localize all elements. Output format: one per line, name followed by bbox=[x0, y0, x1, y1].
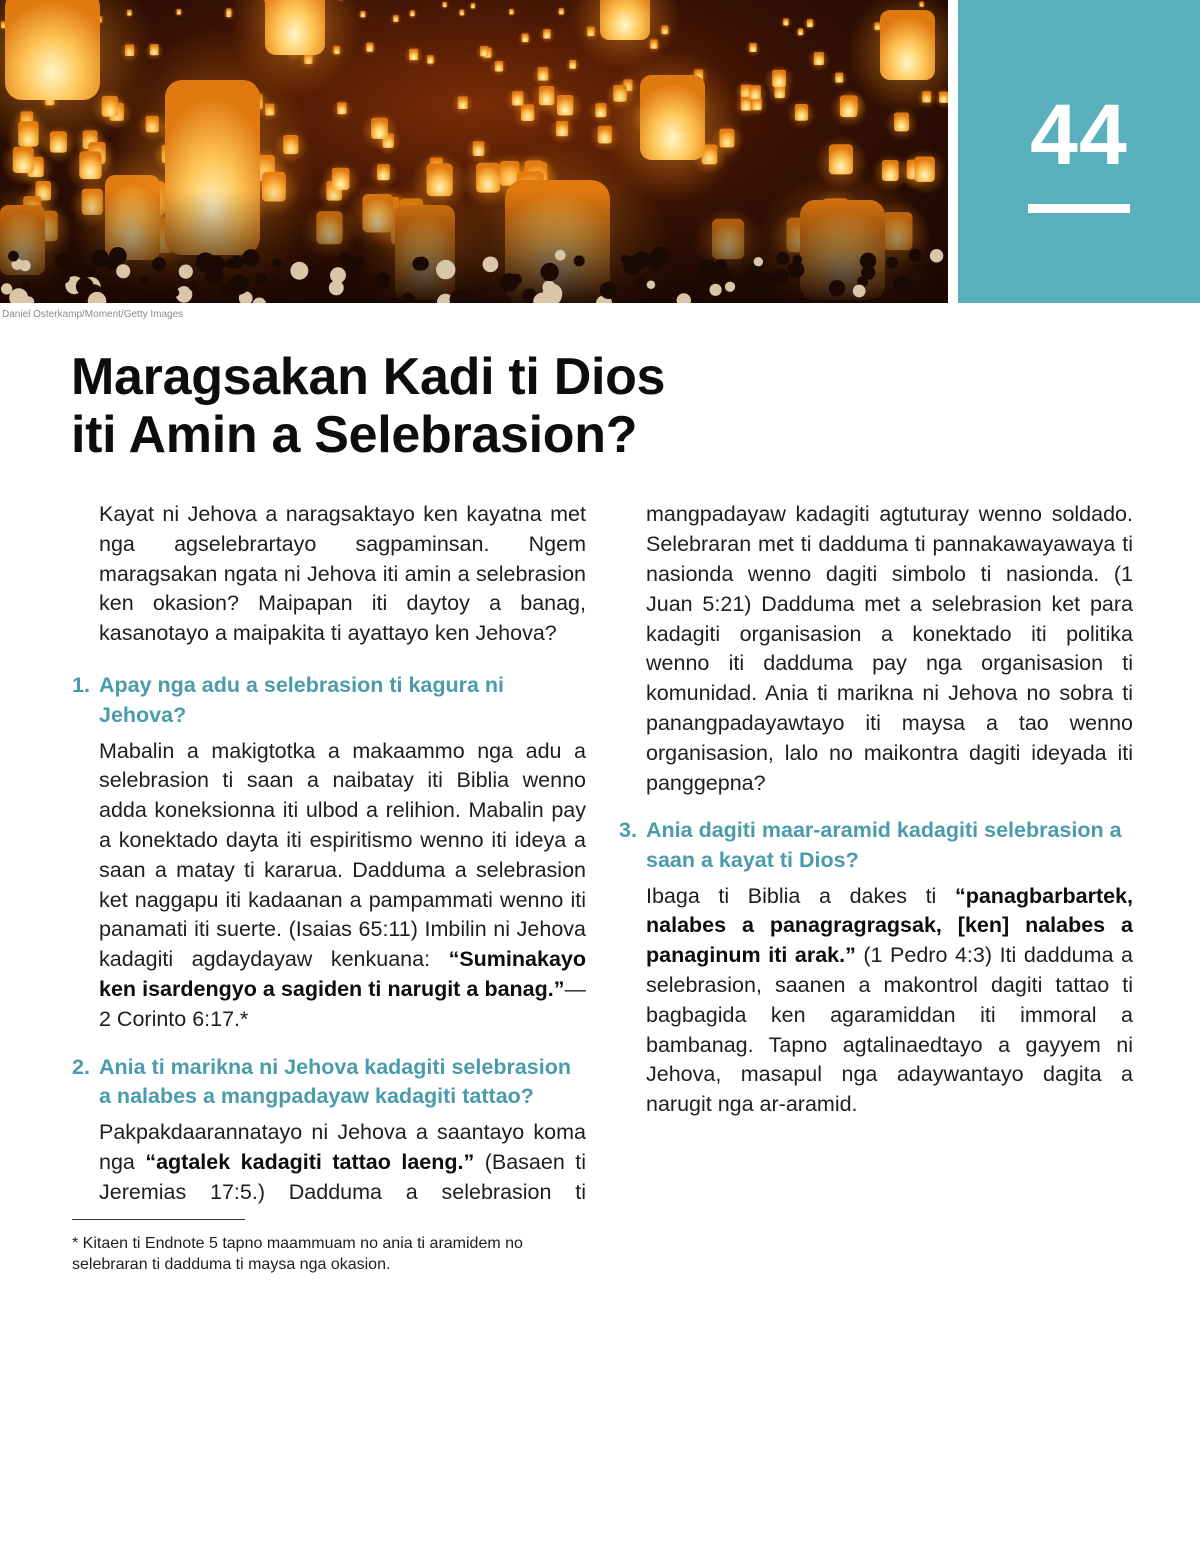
crowd-figure bbox=[930, 249, 944, 263]
lantern bbox=[915, 157, 935, 182]
lantern bbox=[559, 8, 564, 14]
crowd-figure bbox=[861, 265, 875, 279]
lantern bbox=[600, 0, 650, 40]
lantern bbox=[835, 73, 843, 83]
crowd-figure bbox=[60, 273, 70, 283]
lantern bbox=[749, 43, 756, 52]
answer-1-reference: —2 Corinto 6:17.* bbox=[99, 976, 586, 1031]
crowd-figure bbox=[623, 256, 643, 276]
crowd-figure bbox=[188, 281, 197, 290]
crowd-figure bbox=[436, 260, 455, 279]
crowd-figure bbox=[55, 253, 71, 269]
question-3-number: 3. bbox=[619, 818, 637, 842]
crowd-figure bbox=[909, 249, 922, 262]
lantern bbox=[460, 10, 465, 16]
lantern bbox=[337, 102, 347, 114]
crowd-figure bbox=[8, 251, 19, 262]
lantern bbox=[557, 95, 573, 116]
lanterns-illustration bbox=[0, 0, 948, 303]
crowd-figure bbox=[179, 265, 193, 279]
question-1-number: 1. bbox=[72, 672, 90, 697]
intro-paragraph: Kayat ni Jehova a naragsaktayo ken kayatna met nga agselebrartayo sagpaminsan. Ngem maragsakan ngata ni Jehova iti amin a selebrasion ken okasion? Maipapan iti daytoy a banag, kasanotayo a maipakita ti ayattayo ken Jehova? bbox=[99, 502, 586, 646]
crowd-figure bbox=[272, 258, 282, 268]
lantern bbox=[473, 141, 485, 156]
lantern bbox=[795, 104, 808, 121]
right-column bbox=[619, 500, 1133, 1120]
footnote: * Kitaen ti Endnote 5 tapno maammuam no ania ti aramidem no selebraran ti dadduma ti maysa nga okasion. bbox=[72, 1235, 523, 1273]
lantern bbox=[783, 18, 789, 25]
crowd-figure bbox=[229, 275, 249, 295]
crowd-figure bbox=[412, 257, 426, 271]
crowd-figure bbox=[109, 247, 126, 264]
answer-3-quote: “panagbarbartek, nalabes a panagragragsak, [ken] nalabes a panaginum iti arak.” bbox=[646, 883, 1133, 968]
crowd-figure bbox=[152, 257, 166, 271]
crowd-figure bbox=[230, 256, 244, 270]
question-2-number: 2. bbox=[72, 1054, 90, 1079]
lantern bbox=[509, 9, 513, 15]
crowd-figure bbox=[205, 267, 224, 286]
question-1-text: Apay nga adu a selebrasion ti kagura ni Jehova? bbox=[99, 672, 505, 727]
crowd-figure bbox=[853, 285, 866, 298]
crowd-figure bbox=[776, 252, 789, 265]
crowd-figure bbox=[893, 275, 911, 293]
crowd-figure bbox=[76, 277, 94, 295]
crowd-figure bbox=[141, 276, 149, 284]
crowd-figure bbox=[555, 250, 566, 261]
crowd-figure bbox=[829, 280, 845, 296]
lantern bbox=[471, 3, 475, 8]
hero-photo bbox=[0, 0, 948, 303]
crowd-figure bbox=[886, 257, 898, 269]
crowd-figure bbox=[574, 255, 585, 266]
crowd-figure bbox=[290, 262, 308, 280]
answer-1-text: Mabalin a makigtotka a makaammo nga adu a selebrasion ti saan a naibatay iti Biblia wenno adda koneksionna iti ulbod a relihion. Mabalin pay a konektado dayta iti espiritismo wenno iti ideya a saan a matay ti kararua. Dadduma a selebrasion ket naggapu iti kadaanan a pampammati wenno iti panamati iti suerte. (Isaias 65:11) Imbilin ni Jehova kadagiti agdaydayaw kenkuana: bbox=[99, 738, 586, 972]
answer-2-quote: “agtalek kadagiti tattao laeng.” bbox=[145, 1149, 475, 1174]
lantern bbox=[807, 19, 813, 27]
lantern bbox=[880, 10, 935, 80]
lantern bbox=[393, 15, 398, 22]
crowd-figure bbox=[255, 273, 267, 285]
photo-credit: Daniel Osterkamp/Moment/Getty Images bbox=[2, 309, 184, 320]
lantern bbox=[265, 0, 325, 55]
answer-3-paragraph bbox=[619, 882, 1133, 1120]
crowd-figure bbox=[91, 249, 109, 267]
lesson-number-panel bbox=[958, 0, 1200, 303]
crowd-figure bbox=[600, 282, 617, 299]
question-2 bbox=[72, 1053, 586, 1113]
lesson-number: 44 bbox=[1030, 87, 1128, 183]
crowd-figure bbox=[754, 257, 763, 266]
lantern bbox=[177, 9, 181, 15]
crowd-figure bbox=[651, 247, 670, 266]
lantern bbox=[829, 144, 853, 174]
crowd-figure bbox=[500, 273, 519, 292]
lesson-number-underline bbox=[1028, 204, 1130, 213]
lantern bbox=[409, 49, 418, 61]
question-3 bbox=[619, 816, 1133, 876]
lantern bbox=[750, 85, 761, 99]
lantern bbox=[427, 55, 434, 63]
answer-2-paragraph-flow bbox=[619, 500, 1133, 798]
lantern bbox=[371, 118, 388, 139]
crowd-figure bbox=[636, 277, 647, 288]
question-3-text: Ania dagiti maar-aramid kadagiti selebrasion a saan a kayat ti Dios? bbox=[646, 818, 1122, 872]
crowd-figure bbox=[647, 280, 656, 289]
left-column bbox=[72, 500, 586, 1207]
answer-2-continued: (Basaen ti Jeremias 17:5.) Dadduma a selebrasion ti bbox=[99, 1149, 586, 1204]
answer-2-paragraph-continued bbox=[619, 500, 1133, 798]
crowd-figure bbox=[709, 284, 721, 296]
lantern bbox=[538, 67, 549, 80]
lantern bbox=[495, 61, 503, 71]
lantern bbox=[814, 52, 824, 65]
answer-3-continued: (1 Pedro 4:3) Iti dadduma a selebrasion, saanen a makontrol dagiti tattao ti bagbagida ken agaramiddan iti immoral a bambanag. Tapno agtalinaedtayo a gayyem ni Jehova, masapul nga adaywantayo dagita a narugit nga ar-aramid. bbox=[646, 943, 1133, 1117]
crowd-figure bbox=[242, 249, 259, 266]
lantern bbox=[332, 168, 350, 190]
footnote-divider bbox=[72, 1219, 245, 1220]
page-title bbox=[71, 348, 831, 464]
lantern bbox=[569, 60, 576, 69]
title-line-1: Maragsakan Kadi ti Dios bbox=[71, 348, 666, 406]
question-1 bbox=[72, 671, 586, 731]
title-line-2: iti Amin a Selebrasion? bbox=[71, 406, 638, 464]
crowd-figure bbox=[483, 256, 499, 272]
crowd-figure bbox=[541, 263, 559, 281]
crowd-figure bbox=[116, 264, 130, 278]
lantern bbox=[798, 28, 803, 35]
answer-2-paragraph-start bbox=[72, 1118, 586, 1207]
crowd-figure bbox=[126, 286, 138, 298]
crowd-figure bbox=[725, 282, 735, 292]
crowd-figure bbox=[356, 288, 370, 302]
lantern bbox=[882, 160, 899, 181]
answer-2-continued-flow: mangpadayaw kadagiti agtuturay wenno soldado. Selebraran met ti dadduma ti pannakawayawaya ti nasionda wenno dagiti simbolo ti nasionda. (1 Juan 5:21) Dadduma met a selebrasion ket para kadagiti organisasion a konektado iti politika wenno iti dadduma pay nga organisasion ti komunidad. Ania ti marikna ni Jehova no sobra ti panangpadayawtayo iti maysa a tao wenno organisasion, lalo no maikontra dagiti ideyada iti panggepna? bbox=[646, 502, 1133, 795]
crowd-figure bbox=[19, 260, 30, 271]
crowd-figure bbox=[330, 267, 346, 283]
lantern bbox=[443, 2, 447, 7]
answer-1-paragraph bbox=[72, 737, 586, 1035]
answer-3-text: Ibaga ti Biblia a dakes ti bbox=[646, 883, 955, 908]
lantern bbox=[894, 112, 909, 131]
crowd-figure bbox=[339, 253, 352, 266]
crowd-figure bbox=[788, 261, 804, 277]
lantern bbox=[360, 11, 365, 17]
lantern bbox=[366, 43, 373, 52]
crowd-figure bbox=[758, 273, 778, 293]
crowd-figure bbox=[699, 261, 709, 271]
lantern bbox=[480, 46, 488, 56]
answer-2-text: Pakpakdaarannatayo ni Jehova a saantayo koma nga bbox=[99, 1120, 586, 1174]
lantern bbox=[377, 164, 390, 180]
lantern bbox=[5, 0, 100, 100]
lantern bbox=[543, 29, 551, 39]
lantern bbox=[458, 96, 468, 109]
answer-1-quote: “Suminakayo ken isardengyo a sagiden ti narugit a banag.” bbox=[99, 947, 586, 1001]
crowd-figure bbox=[171, 289, 179, 297]
lantern bbox=[772, 70, 786, 87]
crowd-figure bbox=[659, 280, 678, 299]
lantern bbox=[640, 75, 705, 160]
crowd-figure bbox=[22, 281, 32, 291]
crowd-figure bbox=[375, 272, 391, 288]
crowd-figure bbox=[85, 265, 96, 276]
lantern bbox=[410, 10, 415, 16]
question-2-text: Ania ti marikna ni Jehova kadagiti selebrasion a nalabes a mangpadayaw kadagiti tattao? bbox=[99, 1054, 571, 1109]
lantern bbox=[840, 95, 857, 117]
lantern bbox=[522, 34, 529, 43]
